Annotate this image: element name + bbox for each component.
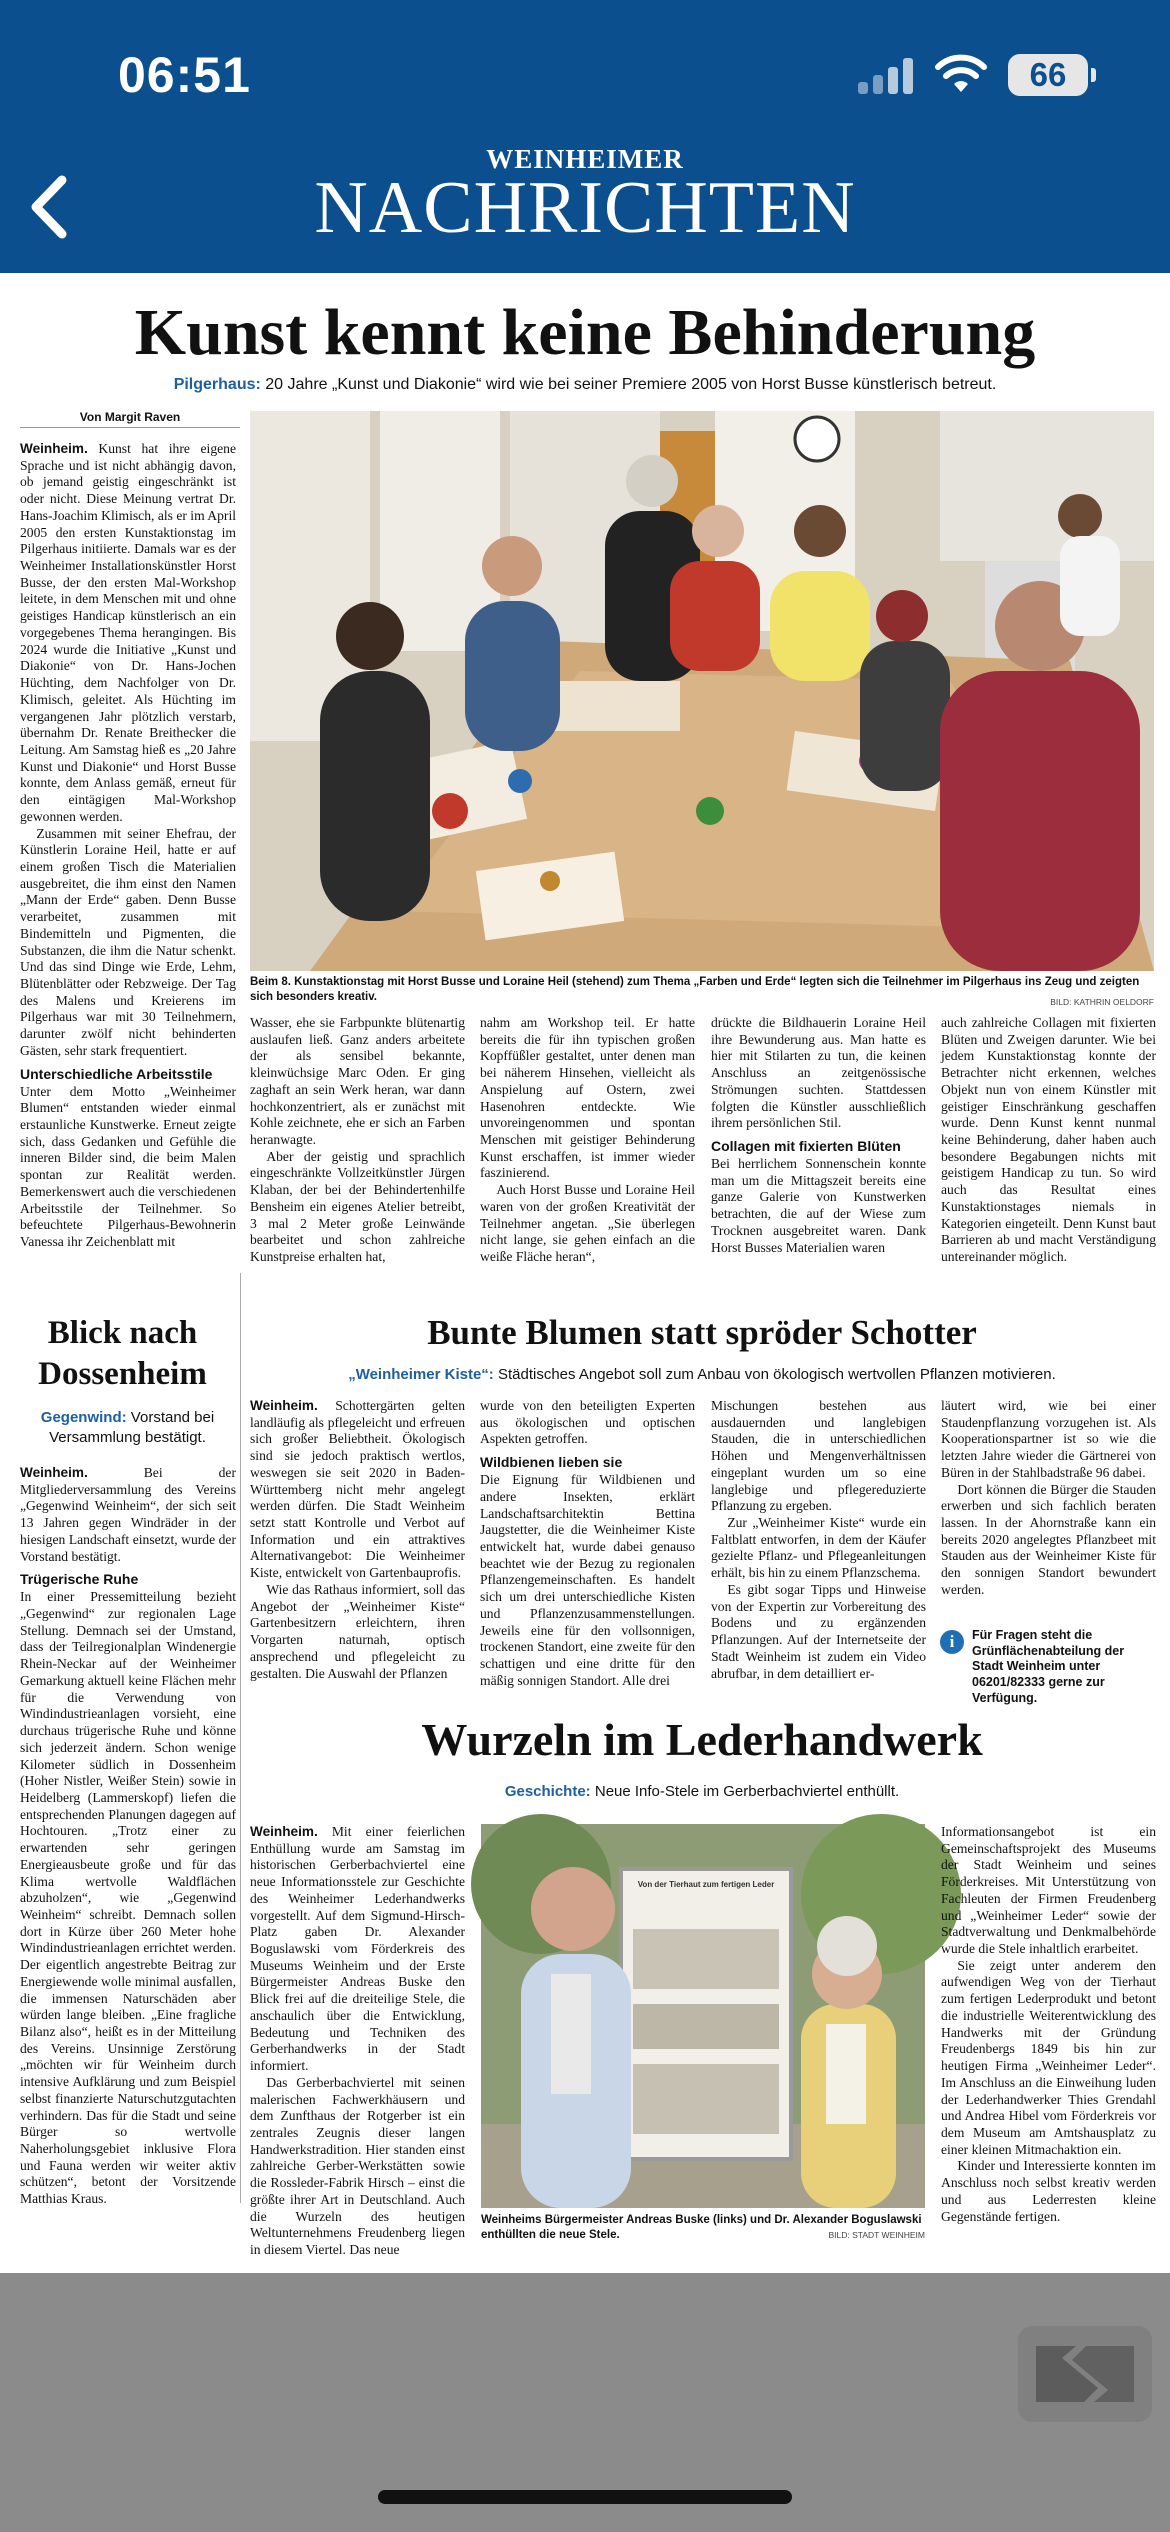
article-subtitle: Pilgerhaus: 20 Jahre „Kunst und Diakonie“ wird wie bei seiner Premiere 2005 von Horst Busse künstlerisch betreut. bbox=[173, 376, 997, 393]
article-column: wurde von den beteiligten Experten aus ökologischen und optischen Aspekten getroffen. Wildbienen lieben sie Die Eignung für Wildbienen und andere Insekten, erklärt Landschaftsarchitektin Bettina Jaugstetter, die die Weinheimer Kiste entwickelt hat, wurde dabei genauso beachtet wie der Bezug zu regionalen Pflanzengemeinschaften. Es handelt sich um drei unterschiedliche Kisten und Pflanzenzusammenstellungen. Jeweils eine für den vollsonnigen, trockenen Standort, eine zweite für den schattigen und eine dritte für den mäßig sonnigen Standort. Alle drei bbox=[480, 1398, 695, 1688]
article-column: Mischungen bestehen aus ausdauernden und langlebigen Stauden, die in unterschiedlichen Höhen und Mengenverhältnissen eingeplant wurden um so eine langlebige und pflegereduzierte Pflanzung zu ergeben. Zur „Weinheimer Kiste“ wurde ein Faltblatt entworfen, in dem der Käufer gezielte Pflanz- und Pflegeanleitungen erhält, bis hin zu einem Pflanzschema. Es gibt sogar Tipps und Hinweise von der Expertin zur Vorbereitung des Bodens und zu ergänzenden Pflanzungen. Auf der Internetseite der Stadt Weinheim ist zudem ein Video abrufbar, in dem detailliert er- bbox=[711, 1398, 926, 1681]
article-column: Weinheim. Kunst hat ihre eigene Sprache und ist nicht abhängig davon, ob jemand geistig eingeschränkt ist oder nicht. Diese Meinung vertrat Dr. Hans-Joachim Klimisch, als er im April 2005 den ersten Kunstaktionstag im Pilgerhaus initiierte. Damals war es der Weinheimer Installationskünstler Horst Busse, der den ersten Mal-Workshop leitete, in dem Menschen mit und ohne geistiges Handicap künstlerisch an ein vorgegebenes Thema herangingen. Bis 2024 wurde die Initiative „Kunst und Diakonie“ von Dr. Hans-Jochen Hüchting, dem Nachfolger von Dr. Klimisch, geleitet. Als Hüchting im vergangenen Jahr plötzlich verstarb, übernahm Dr. Renate Breithecker die Leitung. Am Samstag hieß es „20 Jahre Kunst und Diakonie“ und Horst Busse konnte, dem Anlass gemäß, erneut für den eintägigen Mal-Workshop gewonnen werden. Zusammen mit seiner Ehefrau, der Künstlerin Loraine Heil, hatte er auf einem großen Tisch die Materialien ausgebreitet, die ihm einst den Namen „Mann der Erde“ gaben. Denn Busse verarbeitet, zusammen mit Bindemitteln und Pigmenten, die Substanzen, die ihm die Natur schenkt. Und das sind Dinge wie Erde, Lehm, Blütenblätter oder Rebzweige. Der Tag des Malens und Kreierens im Pilgerhaus war mit 30 Teilnehmern, darunter zwölf nicht behinderten Gästen, sehr stark frequentiert. Unterschiedliche Arbeitsstile Unter dem Motto „Weinheimer Blumen“ entstanden wieder einmal erstaunliche Kunstwerke. Erneut zeigte sich, dass Gedanken und Gefühle die inneren Bilder sind, die beim Malen spontan zur Realität werden. Bemerkenswert auch die verschiedenen Arbeitsstile der Teilnehmer. So befeuchtete Pilgerhaus-Bewohnerin Vanessa ihr Zeichenblatt mit bbox=[20, 441, 236, 1250]
article-subtitle: Geschichte: Neue Info-Stele im Gerberbachviertel enthüllt. bbox=[504, 1783, 900, 1800]
photo-credit: BILD: KATHRIN OELDORF bbox=[1050, 997, 1154, 1007]
stele-sign-title: Von der Tierhaut zum fertigen Leder bbox=[637, 1880, 775, 1889]
article-column: auch zahlreiche Collagen mit fixierten Blüten und Zweigen darunter. Wie bei jedem Kunstaktionstag konnte der Betrachter nicht erkennen, welches Objekt nun von einem Künstler mit geistiger Einschränkung geschaffen wurde. Denn Kunst kennt nunmal keine Behinderung, daher haben auch besondere Begabungen nichts mit geistigem Handicap zu tun. So wird auch das Resultat eines Kunstaktionstages niemals in Kategorien eingeteilt. Denn Kunst baut Barrieren ab und macht Verständigung untereinander möglich. bbox=[941, 1015, 1156, 1265]
wifi-icon bbox=[934, 52, 988, 94]
article-column: drückte die Bildhauerin Loraine Heil ihre Bewunderung aus. Man hatte es hier mit Stilarten zu tun, die keinen Anschluss an zeitgenössische Strömungen suchten. Stattdessen folgten die Künstler ausschließlich ihrem persönlichen Stil. Collagen mit fixierten Blüten Bei herrlichem Sonnenschein konnte man um die Mittagszeit bereits eine ganze Galerie von Kunstwerken betrachten, die auf der Wiese zum Trocknen ausgebreitet waren. Dank Horst Busses Materialien waren bbox=[711, 1015, 926, 1255]
article-column: Weinheim. Mit einer feierlichen Enthüllung wurde am Samstag im historischen Gerberbachviertel eine neue Informationsstele zur Geschichte des Weinheimer Lederhandwerks vorgestellt. Auf dem Sigmund-Hirsch-Platz gaben Dr. Alexander Boguslawski vom Förderkreis des Museums Weinheim und der Erste Bürgermeister Andreas Buske den Blick frei auf die dreiteilige Stele, die anschaulich über die Entwicklung, Bedeutung und Techniken des Gerberhandwerks in der Stadt informiert. Das Gerberbachviertel mit seinen malerischen Fachwerkhäusern und dem Zunfthaus der Rotgerber ist ein zentrales Zeugnis dieser langen Handwerkstradition. Hier standen einst zahlreiche Gerber-Werkstätten sowie die Rossleder-Fabrik Hirsch – einst die größte ihrer Art in Deutschland. Auch die Wurzeln des heutigen Weltunternehmens Freudenberg liegen in diesem Viertel. Das neue bbox=[250, 1824, 465, 2257]
info-icon: i bbox=[940, 1630, 964, 1654]
cellular-signal-icon bbox=[858, 58, 916, 94]
article-title: Bunte Blumen statt spröder Schotter bbox=[427, 1313, 977, 1352]
article-title: Kunst kennt keine Behinderung bbox=[134, 296, 1036, 369]
home-indicator bbox=[378, 2490, 792, 2504]
article-column: läutert wird, wie bei einer Staudenpflanzung vorzugehen ist. Als Kooperationspartner ist so wie die letzten Jahre wieder die Gärtnerei von Büren in der Stahlbadstraße 96 dabei. Dort können die Bürger die Stauden erwerben und sich fachlich beraten lassen. In der Ahornstraße kann ein bereits 2020 angelegtes Pflanzbeet mit Stauden aus der Weinheimer Kiste für den sonnigen Standort bewundert werden. bbox=[941, 1398, 1156, 1597]
article-photo-workshop bbox=[250, 411, 1154, 971]
article-subtitle: Gegenwind: Vorstand bei Versammlung bestätigt. bbox=[40, 1409, 215, 1446]
info-box: i Für Fragen steht die Grünflächenabteilung der Stadt Weinheim unter 06201/82333 gerne zur Verfügung. bbox=[940, 1628, 1155, 1706]
article-author: Von Margit Raven bbox=[20, 410, 240, 428]
article-column: Weinheim. Bei der Mitgliederversammlung des Vereins „Gegenwind Weinheim“, der sich seit 13 Jahren gegen Windräder in der hiesigen Landschaft einsetzt, wurde der Vorstand bestätigt. Trügerische Ruhe In einer Pressemitteilung bezieht „Gegenwind“ zur regionalen Lage Stellung. Demnach sei der Umstand, dass der Teilregionalplan Windenergie Rhein-Neckar auf der Weinheimer Gemarkung aktuell keine Flächen mehr für die Verwendung von Windindustrieanlagen vorsieht, eine durchaus trügerische Ruhe und könne sich jederzeit ändern. Schon wenige Kilometer südlich in Dossenheim (Hoher Nistler, Weißer Stein) sowie in Heidelberg (Lammerskopf) liefen die entsprechenden Planungen dagegen auf Hochtouren. „Trotz einer zu erwartenden sehr geringen Energieausbeute große und für das Klima wertvolle Waldflächen abzuholzen“, wie „Gegenwind Weinheim“ schreibt. Demnach sollen dort in Kürze über 260 Meter hohe Windindustrieanlagen errichtet werden. Der eigentlich angestrebte Beitrag zur Energiewende wolle minimal ausfallen, die immensen Naturschäden aber würden lange bleiben. „Eine fragliche Bilanz also“, heißt es in der Mitteilung des Vereins. Unsinnige Zerstörung „möchten wir für Weinheim durch intensive Aufklärung und zum Beispiel selbst finanzierte Naturschutzgutachten verhindern. Das für die Stadt und seine Bürger so wertvolle Naherholungsgebiet inklusive Flora und Fauna werden wir weiter aktiv schützen“, betont der Vorsitzende Matthias Kraus. bbox=[20, 1465, 236, 2207]
battery-indicator: 66 bbox=[1008, 54, 1088, 96]
status-time: 06:51 bbox=[118, 47, 251, 103]
article-column: Informationsangebot ist ein Gemeinschaftsprojekt des Museums der Stadt Weinheim und seines Förderkreises. Mit Unterstützung von Fachleuten der Firmen Freudenberg und „Weinheimer Leder“ sowie der Stadtverwaltung und Denkmalbehörde wurde die Stele inhaltlich erarbeitet. Sie zeigt unter anderem den aufwendigen Weg von der Tierhaut zum fertigen Lederprodukt und betont die industrielle Weiterentwicklung des Handwerks mit der Gründung Freudenbergs 1849 bis hin zur heutigen Firma „Weinheimer Leder“. Im Anschluss an die Einweihung luden der Lederhandwerker Thies Grendahl und Andrea Hibel vom Förderkreis vor dem Museum am Amtshausplatz zu einer kleinen Mitmachaktion ein. Kinder und Interessierte konnten im Anschluss noch selbst kreativ werden und aus Lederresten kleine Gegenstände fertigen. bbox=[941, 1824, 1156, 2224]
app-header bbox=[0, 0, 1170, 273]
newspaper-page bbox=[0, 273, 1170, 2273]
masthead-title: NACHRICHTEN bbox=[314, 167, 856, 249]
article-column: Wasser, ehe sie Farbpunkte blütenartig auslaufen ließ. Ganz anders arbeitete der als sensibel bekannte, kleinwüchsige Marc Oden. Er ging zaghaft an sein Werk heran, war dann hochkonzentriert, als er zunächst mit Kohle zeichnete, ehe er sich an Farben heranwagte. Aber der geistig und sprachlich eingeschränkte Vollzeitkünstler Jürgen Klaban, der bei der Behindertenhilfe Bensheim ein eigenes Atelier betreibt, 3 mal 2 Meter große Leinwände bearbeitet und schon zahlreiche Kunstpreise erhalten hat, bbox=[250, 1015, 465, 1265]
article-column: nahm am Workshop teil. Er hatte bereits die für ihn typischen großen Kopffüßler gestaltet, unter denen man bei näherem Hinsehen, vielleicht als Anspielung auf Ostern, zwei Hasenohren entdeckte. Wie unvoreingenommen und spontan Menschen mit geistiger Behinderung Kunst erschaffen, ist immer wieder faszinierend. Auch Horst Busse und Loraine Heil waren von der großen Kreativität der Teilnehmer angetan. „Sie überlegen nicht lange, sie gehen einfach an die weiße Fläche heran“, bbox=[480, 1015, 695, 1265]
expand-icon[interactable] bbox=[1018, 2326, 1152, 2422]
article-subtitle: „Weinheimer Kiste“: Städtisches Angebot soll zum Anbau von ökologisch wertvollen Pflanzen motivieren. bbox=[348, 1366, 1056, 1383]
photo-caption: Weinheims Bürgermeister Andreas Buske (links) und Dr. Alexander Boguslawski enthüllten die neue Stele. bbox=[481, 2214, 922, 2241]
article-photo-stele bbox=[481, 1824, 925, 2208]
photo-caption: Beim 8. Kunstaktionstag mit Horst Busse und Loraine Heil (stehend) zum Thema „Farben und Erde“ legten sich die Teilnehmer im Pilgerhaus ins Zeug und zeigten sich besonders kreativ. bbox=[250, 976, 1140, 1003]
article-title: Wurzeln im Lederhandwerk bbox=[421, 1714, 983, 1765]
masthead-kicker: WEINHEIMER bbox=[486, 144, 684, 174]
column-divider bbox=[240, 1273, 241, 2203]
article-title: Blick nach Dossenheim bbox=[38, 1315, 207, 1393]
photo-credit: BILD: STADT WEINHEIM bbox=[828, 2230, 925, 2240]
article-column: Weinheim. Schottergärten gelten landläufig als pflegeleicht und erfreuen sich großer Beliebtheit. Ökologisch sind sie jedoch praktisch wertlos, weswegen sie seit 2020 in Baden-Württemberg nicht mehr angelegt werden dürfen. Die Stadt Weinheim setzt statt Kontrolle und Verbot auf Information und ein attraktives Alternativangebot: Die Weinheimer Kiste, entwickelt von Gartenbauprofis. Wie das Rathaus informiert, soll das Angebot der „Weinheimer Kiste“ Gartenbesitzern erleichtern, ihren Vorgarten naturnah, optisch ansprechend und pflegeleicht zu gestalten. Die Auswahl der Pflanzen bbox=[250, 1398, 465, 1681]
